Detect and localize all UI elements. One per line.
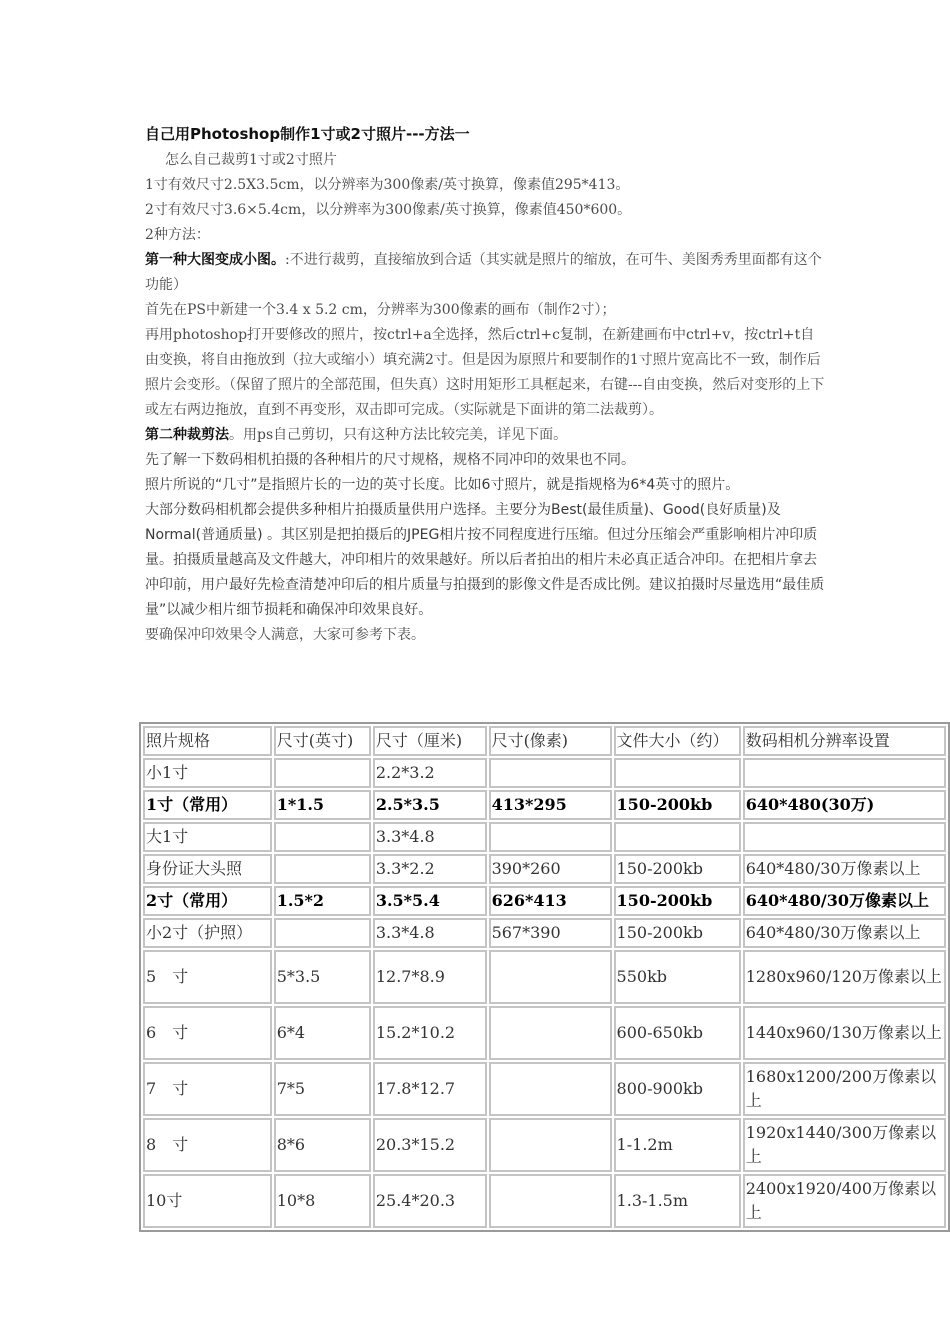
table-cell: 1寸（常用） xyxy=(143,790,272,820)
method-two-text: 。用ps自己剪切，只有这种方法比较完美，详见下面。 xyxy=(229,427,568,443)
table-row xyxy=(143,758,946,788)
table-cell: 25.4*20.3 xyxy=(373,1174,487,1228)
methods-heading: 2种方法： xyxy=(145,227,210,243)
table-cell xyxy=(489,950,612,1004)
table-cell: 10*8 xyxy=(274,1174,371,1228)
method-one-text: :不进行裁剪，直接缩放到合适（其实就是照片的缩放，在可牛、美图秀秀里面都有这个功能） xyxy=(145,252,822,293)
table-cell xyxy=(274,758,371,788)
table-cell: 2400x1920/400万像素以上 xyxy=(743,1174,946,1228)
table-row xyxy=(143,886,946,916)
table-cell: 10寸 xyxy=(143,1174,272,1228)
table-cell: 7*5 xyxy=(274,1062,371,1116)
table-header-row xyxy=(143,726,946,756)
table-cell: 150-200kb xyxy=(614,790,741,820)
table-cell: 626*413 xyxy=(489,886,612,916)
table-cell: 1-1.2m xyxy=(614,1118,741,1172)
header-cell: 尺寸（厘米) xyxy=(373,726,487,756)
header-cell: 尺寸(像素) xyxy=(489,726,612,756)
table-cell xyxy=(274,918,371,948)
table-cell xyxy=(489,1062,612,1116)
table-cell xyxy=(489,1174,612,1228)
table-row xyxy=(143,1174,946,1228)
table-cell: 1440x960/130万像素以上 xyxy=(743,1006,946,1060)
table-cell xyxy=(489,1118,612,1172)
table-cell: 3.5*5.4 xyxy=(373,886,487,916)
table-cell: 640*480/30万像素以上 xyxy=(743,886,946,916)
table-cell: 大1寸 xyxy=(143,822,272,852)
table-cell: 640*480/30万像素以上 xyxy=(743,918,946,948)
subtitle: 怎么自己裁剪1寸或2寸照片 xyxy=(165,152,337,168)
table-cell xyxy=(489,758,612,788)
document-body xyxy=(145,122,825,648)
table-cell: 413*295 xyxy=(489,790,612,820)
table-cell: 550kb xyxy=(614,950,741,1004)
table-cell: 3.3*2.2 xyxy=(373,854,487,884)
table-cell: 2寸（常用） xyxy=(143,886,272,916)
header-cell: 照片规格 xyxy=(143,726,272,756)
table-cell: 1920x1440/300万像素以上 xyxy=(743,1118,946,1172)
table-cell: 小1寸 xyxy=(143,758,272,788)
table-cell xyxy=(614,758,741,788)
table-cell: 6*4 xyxy=(274,1006,371,1060)
table-cell: 640*480/30万像素以上 xyxy=(743,854,946,884)
table-cell: 20.3*15.2 xyxy=(373,1118,487,1172)
table-row xyxy=(143,950,946,1004)
table-cell: 1.3-1.5m xyxy=(614,1174,741,1228)
table-cell: 15.2*10.2 xyxy=(373,1006,487,1060)
table-cell: 150-200kb xyxy=(614,886,741,916)
intro-paragraph: 先了解一下数码相机拍摄的各种相片的尺寸规格，规格不同冲印的效果也不同。 xyxy=(145,452,635,468)
table-row xyxy=(143,854,946,884)
table-cell: 567*390 xyxy=(489,918,612,948)
table-cell: 8 寸 xyxy=(143,1118,272,1172)
header-cell: 尺寸(英寸) xyxy=(274,726,371,756)
method-two xyxy=(145,423,825,448)
table-cell xyxy=(743,758,946,788)
table-row xyxy=(143,1118,946,1172)
page-title: 自己用Photoshop制作1寸或2寸照片---方法一 xyxy=(145,125,470,143)
table-cell: 800-900kb xyxy=(614,1062,741,1116)
table-cell xyxy=(614,822,741,852)
method-two-lead: 第二种裁剪法 xyxy=(145,427,229,443)
spec-two-inch: 2寸有效尺寸3.6×5.4cm，以分辨率为300像素/英寸换算，像素值450*600。 xyxy=(145,202,632,218)
table-cell: 2.5*3.5 xyxy=(373,790,487,820)
table-cell xyxy=(743,822,946,852)
table-cell: 3.3*4.8 xyxy=(373,918,487,948)
table-row xyxy=(143,790,946,820)
table-cell: 1.5*2 xyxy=(274,886,371,916)
photo-spec-table xyxy=(139,722,950,1232)
table-cell: 5 寸 xyxy=(143,950,272,1004)
table-intro: 要确保冲印效果令人满意，大家可参考下表。 xyxy=(145,627,425,643)
table-cell xyxy=(489,822,612,852)
table-cell xyxy=(274,822,371,852)
header-cell: 文件大小（约） xyxy=(614,726,741,756)
table-cell: 17.8*12.7 xyxy=(373,1062,487,1116)
table-cell: 6 寸 xyxy=(143,1006,272,1060)
table-cell: 150-200kb xyxy=(614,918,741,948)
table-cell: 5*3.5 xyxy=(274,950,371,1004)
table-cell: 身份证大头照 xyxy=(143,854,272,884)
table-cell: 3.3*4.8 xyxy=(373,822,487,852)
table-cell: 8*6 xyxy=(274,1118,371,1172)
table-cell: 1680x1200/200万像素以上 xyxy=(743,1062,946,1116)
table-cell: 600-650kb xyxy=(614,1006,741,1060)
table-cell xyxy=(489,1006,612,1060)
table-row xyxy=(143,1062,946,1116)
method-one xyxy=(145,248,825,298)
inch-definition: 照片所说的“几寸”是指照片长的一边的英寸长度。比如6寸照片，就是指规格为6*4英寸的照片。 xyxy=(145,477,740,493)
step-two: 再用photoshop打开要修改的照片，按ctrl+a全选择，然后ctrl+c复制，在新建画布中ctrl+v，按ctrl+t自由变换，将自由拖放到（拉大或缩小）填充满2寸。但是因为原照片和要制作的1寸照片宽高比不一致，制作后照片会变形。（保留了照片的全部范围，但失真）这时用矩形工具框起来，右键---自由变换，然后对变形的上下或左右两边拖放，直到不再变形，双击即可完成。（实际就是下面讲的第二法裁剪）。 xyxy=(145,327,825,418)
table-cell: 7 寸 xyxy=(143,1062,272,1116)
spec-one-inch: 1寸有效尺寸2.5X3.5cm，以分辨率为300像素/英寸换算，像素值295*413。 xyxy=(145,177,630,193)
table-cell xyxy=(274,854,371,884)
table-cell: 1*1.5 xyxy=(274,790,371,820)
table-row xyxy=(143,918,946,948)
table-cell: 150-200kb xyxy=(614,854,741,884)
quality-paragraph: 大部分数码相机都会提供多种相片拍摄质量供用户选择。主要分为Best(最佳质量)、Good(良好质量)及Normal(普通质量) 。其区别是把拍摄后的JPEG相片按不同程度进行压缩。但过分压缩会严重影响相片冲印质量。拍摄质量越高及文件越大，冲印相片的效果越好。所以后者拍出的相片未必真正适合冲印。在把相片拿去冲印前，用户最好先检查清楚冲印后的相片质量与拍摄到的影像文件是否成比例。建议拍摄时尽量选用“最佳质量”以减少相片细节损耗和确保冲印效果良好。 xyxy=(145,502,825,618)
step-one: 首先在PS中新建一个3.4 x 5.2 cm，分辨率为300像素的画布（制作2寸）； xyxy=(145,302,616,318)
table-cell: 小2寸（护照） xyxy=(143,918,272,948)
table-cell: 12.7*8.9 xyxy=(373,950,487,1004)
table-cell: 2.2*3.2 xyxy=(373,758,487,788)
header-cell: 数码相机分辨率设置 xyxy=(743,726,946,756)
table-row xyxy=(143,1006,946,1060)
table-row xyxy=(143,822,946,852)
table-cell: 390*260 xyxy=(489,854,612,884)
table-cell: 1280x960/120万像素以上 xyxy=(743,950,946,1004)
table-cell: 640*480(30万) xyxy=(743,790,946,820)
method-one-lead: 第一种大图变成小图。 xyxy=(145,252,285,268)
